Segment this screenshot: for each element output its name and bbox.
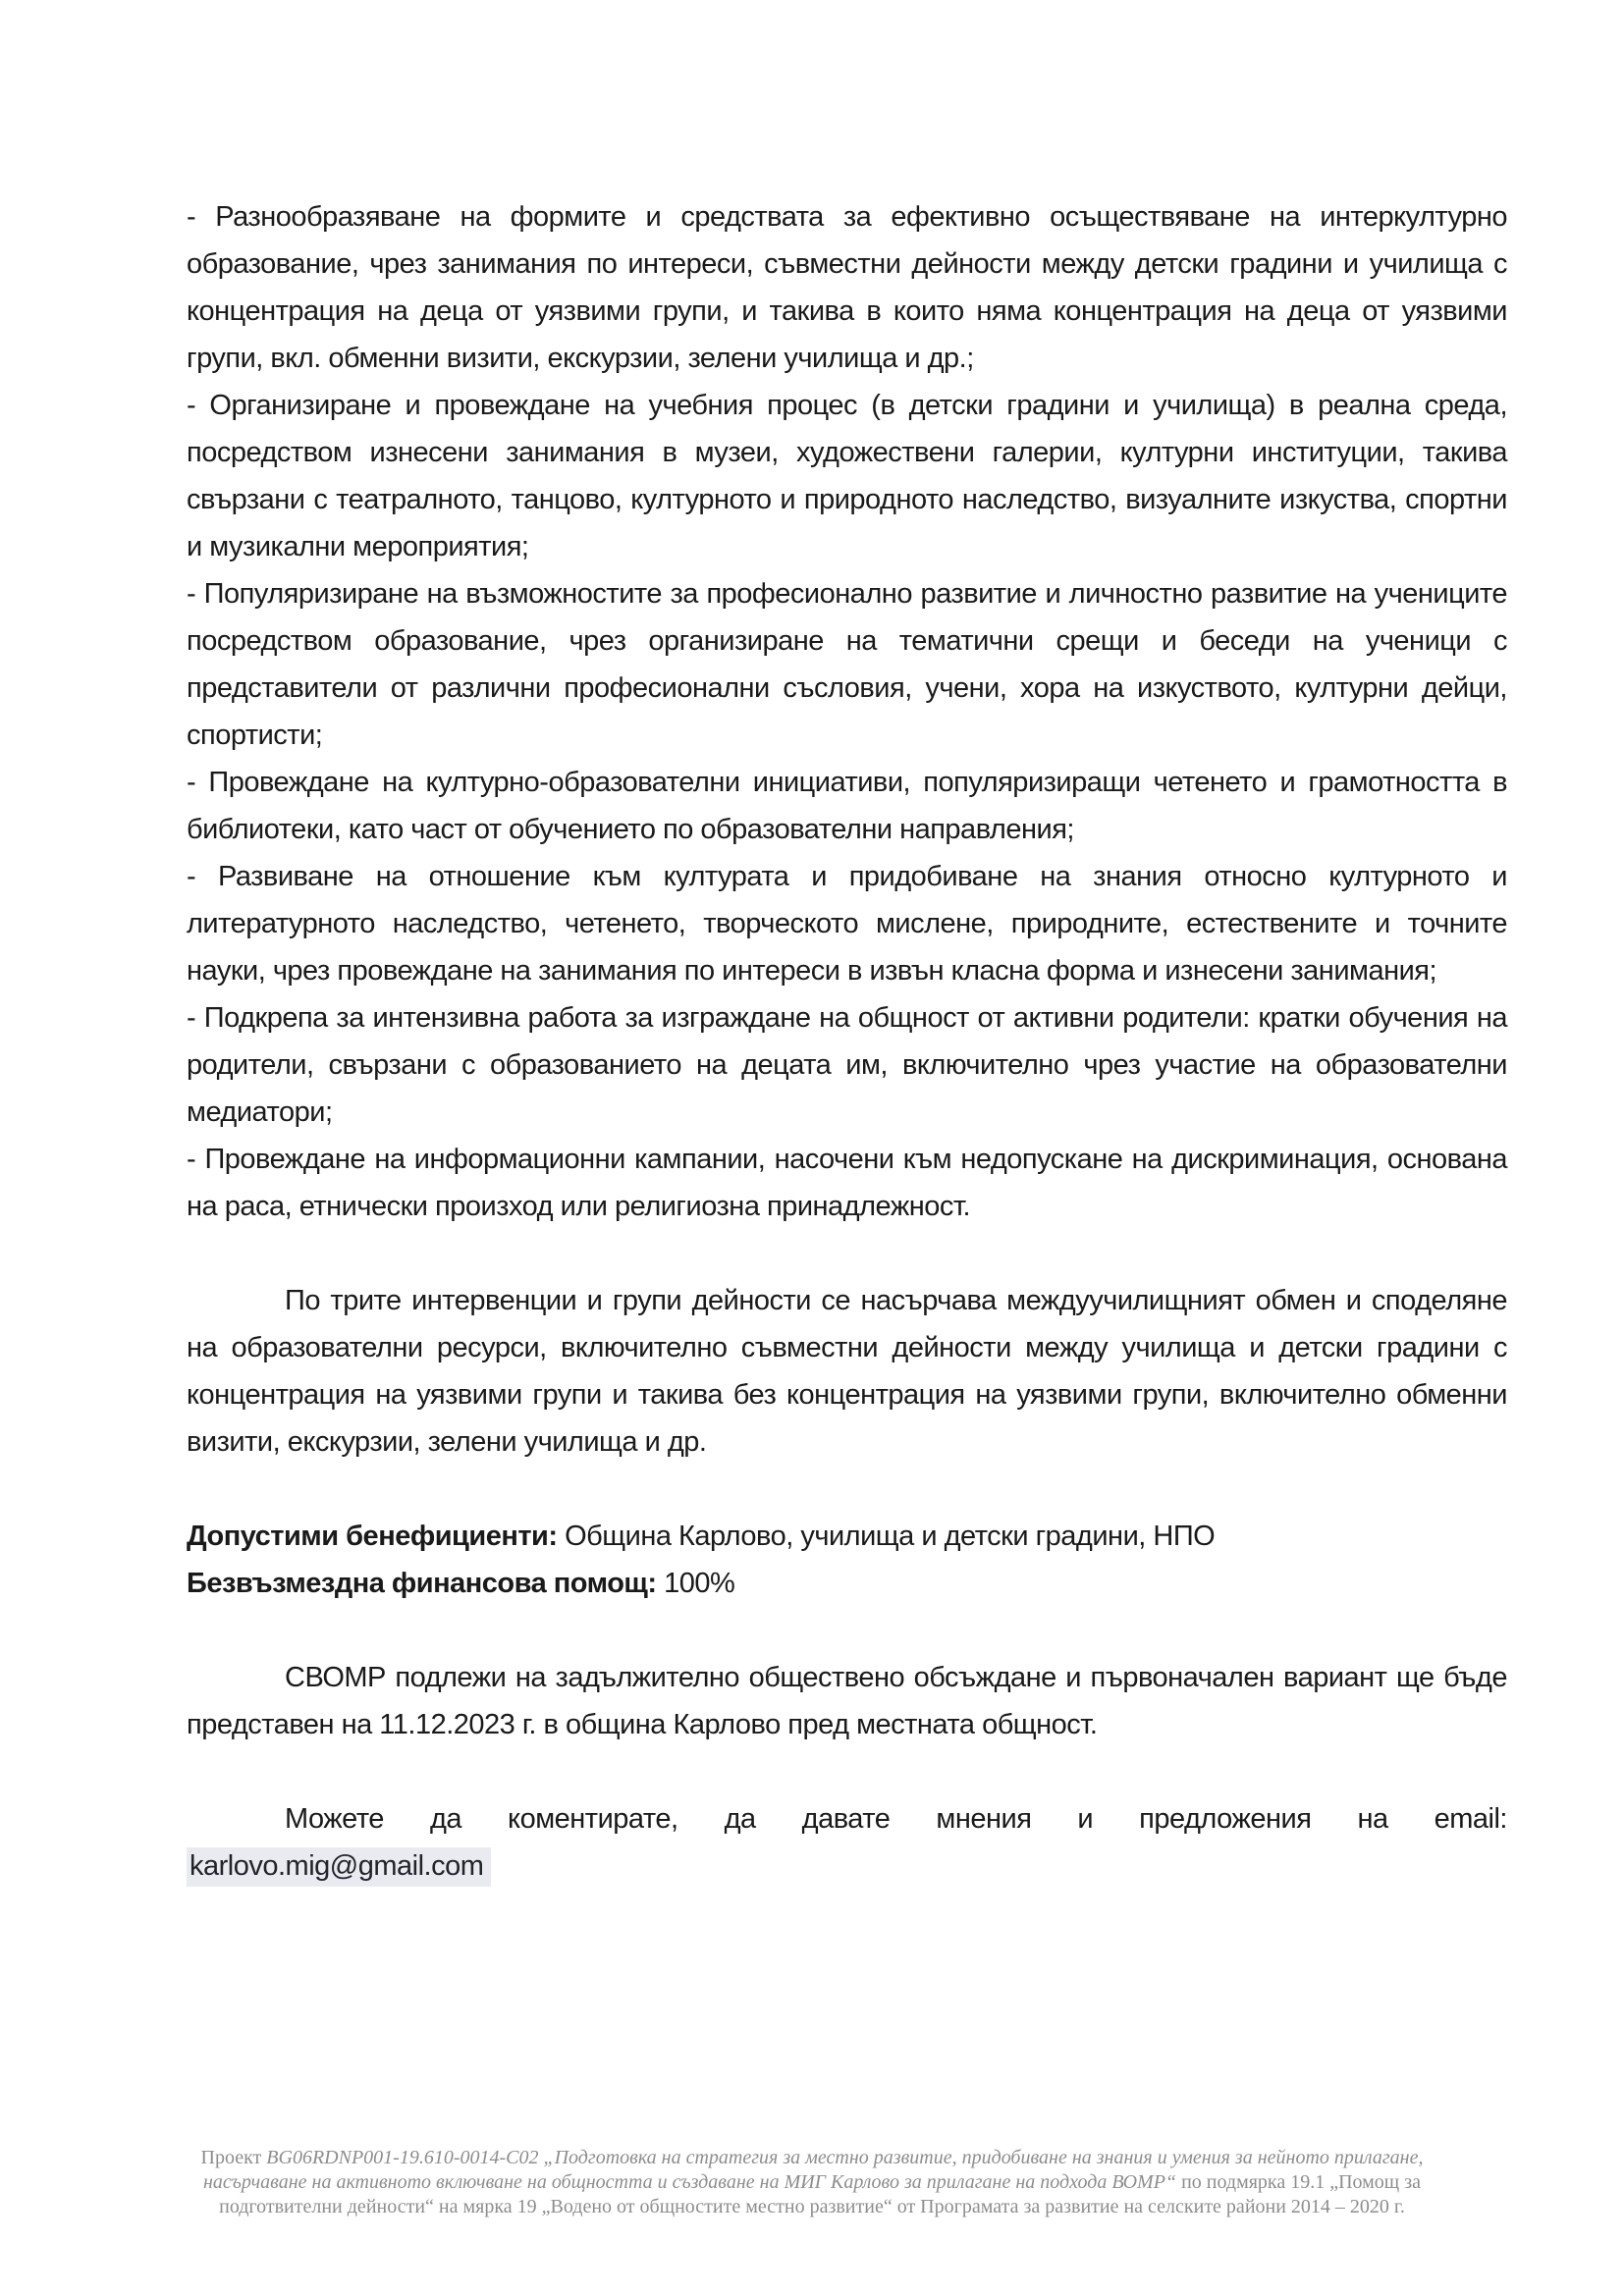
beneficiaries-value: Община Карлово, училища и детски градини, НПО bbox=[565, 1521, 1216, 1552]
bullet-paragraph: - Организиране и провеждане на учебния процес (в детски градини и училища) в реална среда, посредством изнесени занимания в музеи, художествени галерии, културни институции, такива свързани с театралното, танцово, културното и природното наследство, визуалните изкуства, спортни и музикални мероприятия; bbox=[187, 390, 1507, 562]
consultation-paragraph: СВОМР подлежи на задължително обществено обсъждане и първоначален вариант ще бъде представен на 11.12.2023 г. в община Карлово пред местната общност. bbox=[187, 1662, 1507, 1740]
footer-prefix: Проект bbox=[200, 2147, 267, 2168]
footer-note bbox=[147, 2146, 1477, 2219]
exchange-paragraph: По трите интервенции и групи дейности се насърчава междуучилищният обмен и споделяне на образователни ресурси, включително съвместни дейности между училища и детски градини с концентрация на уязвими групи и такива без концентрация на уязвими групи, включително обменни визити, екскурзии, зелени училища и др. bbox=[187, 1285, 1507, 1458]
beneficiaries-line bbox=[187, 1513, 1507, 1560]
footer-project-title: BG06RDNP001-19.610-0014-C02 „Подготовка на стратегия за местно развитие, придобиване на знания и умения за нейното прилагане, насърчаване на активното включване на общността и създаване на МИГ Карлово за прилагане на подхода ВОМР“ bbox=[202, 2147, 1424, 2193]
document-body bbox=[187, 193, 1507, 1890]
email-link[interactable]: karlovo.mig@gmail.com bbox=[187, 1847, 491, 1887]
bullet-paragraph: - Развиване на отношение към културата и придобиване на знания относно културното и литературното наследство, четенето, творческото мислене, природните, естествените и точните науки, чрез провеждане на занимания по интереси в извън класна форма и изнесени занимания; bbox=[187, 861, 1507, 987]
bullet-paragraph: - Подкрепа за интензивна работа за изграждане на общност от активни родители: кратки обучения на родители, свързани с образованието на децата им, включително чрез участие на образователни медиатори; bbox=[187, 1002, 1507, 1128]
bullet-paragraph: - Разнообразяване на формите и средствата за ефективно осъществяване на интеркултурно образование, чрез занимания по интереси, съвместни дейности между детски градини и училища с концентрация на деца от уязвими групи, и такива в които няма концентрация на деца от уязвими групи, вкл. обменни визити, екскурзии, зелени училища и др.; bbox=[187, 201, 1507, 374]
bullet-paragraph: - Провеждане на информационни кампании, насочени към недопускане на дискриминация, основана на раса, етнически произход или религиозна принадлежност. bbox=[187, 1144, 1507, 1222]
footer-suffix: по подмярка 19.1 „Помощ за подготвителни дейности“ на мярка 19 „Водено от общностите местно развитие“ от Програмата за развитие на селските райони 2014 – 2020 г. bbox=[219, 2171, 1421, 2217]
bullet-paragraph: - Популяризиране на възможностите за професионално развитие и личностно развитие на учениците посредством образование, чрез организиране на тематични срещи и беседи на ученици с представители от различни професионални съсловия, учени, хора на изкуството, културни дейци, спортисти; bbox=[187, 578, 1507, 751]
email-line bbox=[187, 1842, 1507, 1890]
beneficiaries-label: Допустими бенефициенти: bbox=[187, 1521, 558, 1552]
bullet-paragraph: - Провеждане на културно-образователни инициативи, популяризиращи четенето и грамотността в библиотеки, като част от обучението по образователни направления; bbox=[187, 767, 1507, 845]
comment-line: Можете да коментирате, да давате мнения и предложения на email: bbox=[285, 1803, 1507, 1835]
grant-value: 100% bbox=[664, 1568, 735, 1599]
grant-line bbox=[187, 1560, 1507, 1607]
grant-label: Безвъзмездна финансова помощ: bbox=[187, 1568, 657, 1599]
